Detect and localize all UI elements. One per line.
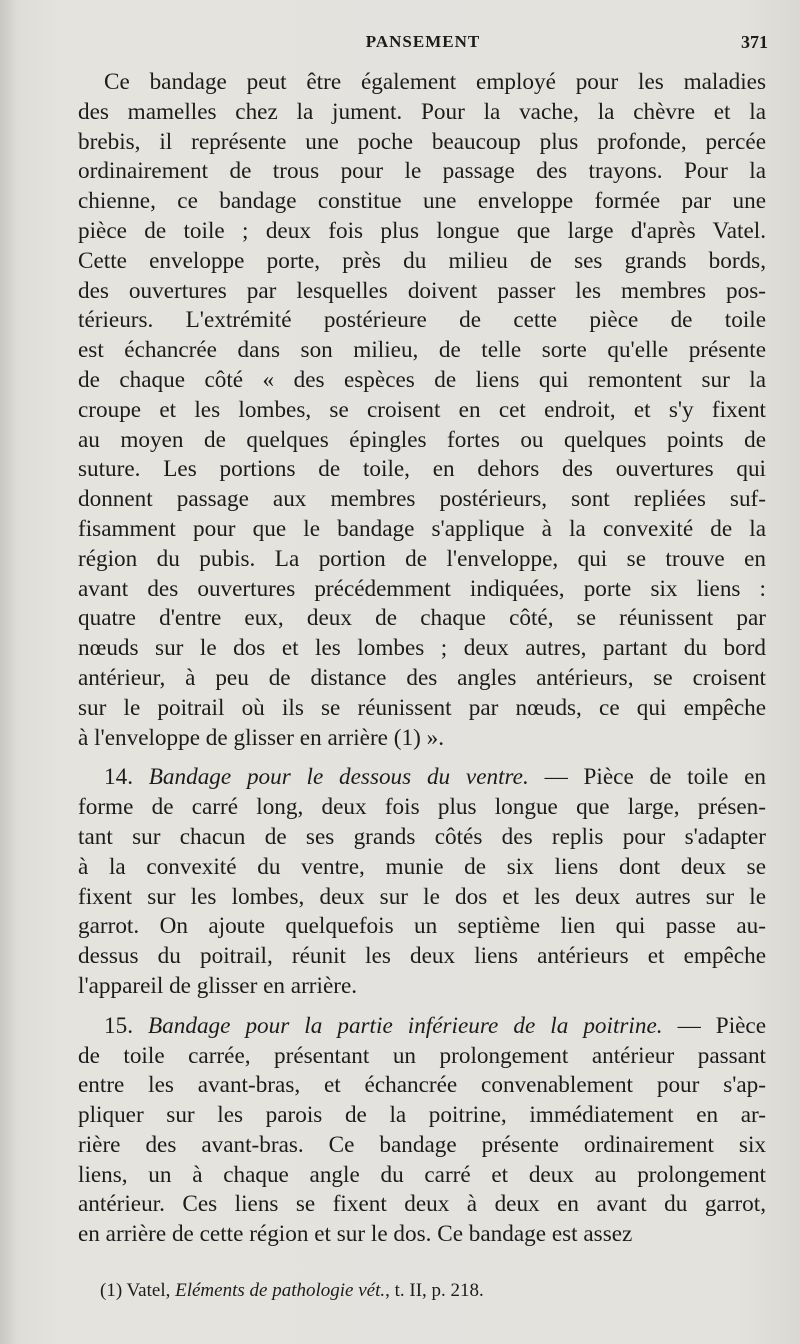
text-line: rière des avant-bras. Ce bandage présente ordinairement six: [78, 1131, 766, 1158]
text-line: de chaque côté « des espèces de liens qui remontent sur la: [78, 366, 766, 393]
section-15-number: 15.: [104, 1012, 133, 1039]
text-line: l'appareil de glisser en arrière.: [78, 972, 358, 999]
text-line: de toile carrée, présentant un prolongement antérieur passant: [78, 1042, 766, 1069]
section-15-first-line-rest: — Pièce: [677, 1012, 767, 1039]
paragraph-bandage-mamelles: [78, 68, 766, 753]
text-line: pièce de toile ; deux fois plus longue que large d'après Vatel.: [78, 217, 766, 244]
text-line: ordinairement de trous pour le passage des trayons. Pour la: [78, 158, 766, 185]
text-line: antérieur. Ces liens se fixent deux à deux en avant du garrot,: [78, 1191, 766, 1218]
section-14-heading: Bandage pour le dessous du ventre.: [148, 764, 529, 791]
text-line: tant sur chacun de ses grands côtés des replis pour s'adapter: [78, 823, 766, 850]
page-number: 371: [741, 32, 768, 52]
section-15: [78, 1012, 766, 1250]
text-line: à l'enveloppe de glisser en arrière (1) ».: [78, 724, 444, 751]
section-14: [78, 763, 766, 1001]
section-15-heading: Bandage pour la partie inférieure de la poitrine.: [148, 1012, 663, 1039]
footnote: [100, 1280, 760, 1302]
text-line: quatre d'entre eux, deux de chaque côté, se réunissent par: [78, 605, 766, 632]
text-line: des ouvertures par lesquelles doivent passer les membres pos-: [78, 277, 766, 304]
text-line: région du pubis. La portion de l'enveloppe, qui se trouve en: [78, 545, 766, 572]
text-line: au moyen de quelques épingles fortes ou quelques points de: [78, 426, 766, 453]
page-body: [78, 68, 766, 1250]
page-header: [78, 32, 768, 58]
text-line: sur le poitrail où ils se réunissent par nœuds, ce qui empêche: [78, 694, 766, 721]
text-line: forme de carré long, deux fois plus longue que large, présen-: [78, 794, 766, 821]
text-line: liens, un à chaque angle du carré et deux au prolongement: [78, 1161, 766, 1188]
text-line: est échancrée dans son milieu, de telle sorte qu'elle présente: [78, 337, 766, 364]
text-line: suture. Les portions de toile, en dehors des ouvertures qui: [78, 456, 766, 483]
text-line: garrot. On ajoute quelquefois un septième lien qui passe au-: [78, 913, 766, 940]
text-line: fisamment pour que le bandage s'applique à la convexité de la: [78, 515, 766, 542]
text-line: dessus du poitrail, réunit les deux liens antérieurs et empêche: [78, 943, 766, 970]
text-line: fixent sur les lombes, deux sur le dos et les deux autres sur le: [78, 883, 766, 910]
text-line: croupe et les lombes, se croisent en cet endroit, et s'y fixent: [78, 396, 766, 423]
section-15-first-line: [78, 1012, 766, 1042]
footnote-title: Eléments de pathologie vét.: [175, 1280, 386, 1301]
text-line: nœuds sur le dos et les lombes ; deux autres, partant du bord: [78, 635, 766, 662]
text-line: Ce bandage peut être également employé pour les maladies: [104, 69, 766, 95]
text-line: Cette enveloppe porte, près du milieu de ses grands bords,: [78, 247, 766, 274]
footnote-rest: , t. II, p. 218.: [385, 1280, 484, 1301]
section-14-first-line-rest: — Pièce de toile en: [544, 764, 767, 791]
text-line: entre les avant-bras, et échancrée convenablement pour s'ap-: [78, 1072, 766, 1099]
text-line: avant des ouvertures précédemment indiquées, porte six liens :: [78, 575, 766, 602]
footnote-marker: (1) Vatel,: [100, 1280, 171, 1301]
text-line: antérieur, à peu de distance des angles antérieurs, se croisent: [78, 664, 766, 691]
text-line: donnent passage aux membres postérieurs, sont repliées suf-: [78, 486, 766, 513]
text-line: chienne, ce bandage constitue une enveloppe formée par une: [78, 188, 766, 215]
text-line: pliquer sur les parois de la poitrine, immédiatement en ar-: [78, 1102, 766, 1129]
text-line: térieurs. L'extrémité postérieure de cette pièce de toile: [78, 307, 766, 334]
running-title: PANSEMENT: [365, 32, 481, 51]
text-line: des mamelles chez la jument. Pour la vache, la chèvre et la: [78, 98, 766, 125]
section-14-first-line: [78, 763, 766, 793]
text-line: à la convexité du ventre, munie de six liens dont deux se: [78, 853, 766, 880]
text-line: en arrière de cette région et sur le dos. Ce bandage est assez: [78, 1221, 633, 1248]
section-14-number: 14.: [104, 764, 133, 791]
text-line: brebis, il représente une poche beaucoup plus profonde, percée: [78, 128, 766, 155]
